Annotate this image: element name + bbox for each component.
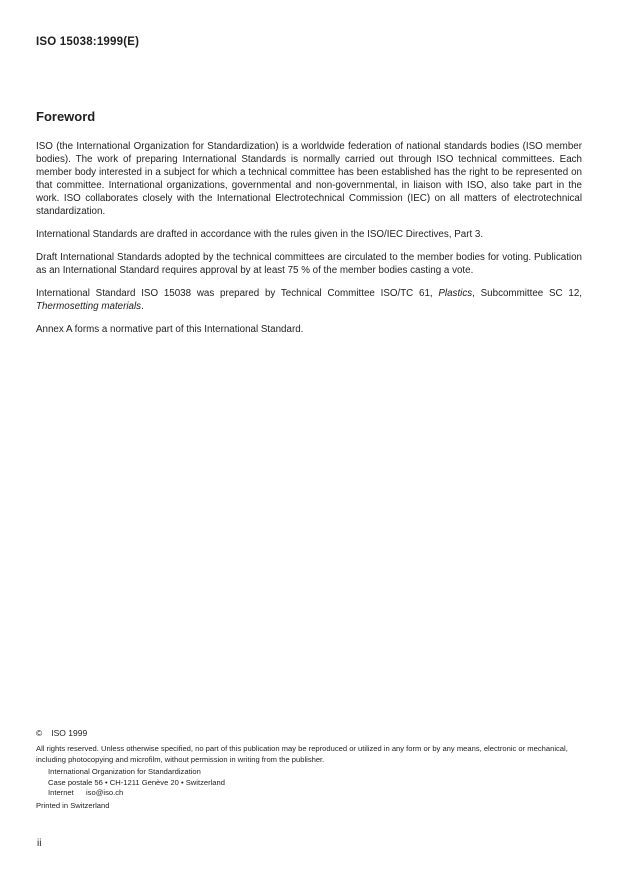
publisher-org-name: International Organization for Standardization <box>48 767 201 776</box>
paragraph-text: International Standard ISO 15038 was prepared by Technical Committee ISO/TC 61, <box>36 288 439 299</box>
foreword-body <box>36 140 582 346</box>
paragraph-italic-plastics: Plastics <box>438 288 473 299</box>
page-number: ii <box>37 838 42 849</box>
document-id-header: ISO 15038:1999(E) <box>36 36 140 48</box>
printed-in-line: Printed in Switzerland <box>36 801 110 810</box>
publisher-internet-line <box>48 788 225 799</box>
paragraph-directives: International Standards are drafted in accordance with the rules given in the ISO/IEC Directives, Part 3. <box>36 229 484 240</box>
copyright-text: ISO 1999 <box>51 728 88 738</box>
copyright-symbol: © <box>36 728 43 738</box>
paragraph-annex: Annex A forms a normative part of this International Standard. <box>36 324 304 335</box>
paragraph-voting: Draft International Standards adopted by the technical committees are circulated to the member bodies for voting. Publication as an International Standard requires approval by at least 75 % of the member bodies casting a vote. <box>36 252 582 276</box>
copyright-line <box>36 728 87 738</box>
paragraph-text: , Subcommittee SC 12, <box>472 288 582 299</box>
internet-label: Internet <box>48 788 74 797</box>
paragraph-technical-committee <box>36 287 582 313</box>
rights-reserved-text: All rights reserved. Unless otherwise specified, no part of this publication may be reproduced or utilized in any form or by any means, electronic or mechanical, including photocopying and microfilm, without permission in writing from the publisher. <box>36 744 568 764</box>
publisher-email: iso@iso.ch <box>86 788 124 797</box>
publisher-postal-address: Case postale 56 • CH-1211 Genève 20 • Switzerland <box>48 777 225 787</box>
paragraph-text: . <box>141 301 144 312</box>
paragraph-italic-thermosetting: Thermosetting materials <box>36 301 142 312</box>
foreword-heading: Foreword <box>36 109 96 124</box>
paragraph-iso-federation: ISO (the International Organization for Standardization) is a worldwide federation of national standards bodies (ISO member bodies). The work of preparing International Standards is normally carried out through ISO technical committees. Each member body interested in a subject for which a technical committee has been established has the right to be represented on that committee. International organizations, governmental and non-governmental, in liaison with ISO, also take part in the work. ISO collaborates closely with the International Electrotechnical Commission (IEC) on all matters of electrotechnical standardization. <box>36 141 582 217</box>
publisher-address-block <box>48 767 225 799</box>
